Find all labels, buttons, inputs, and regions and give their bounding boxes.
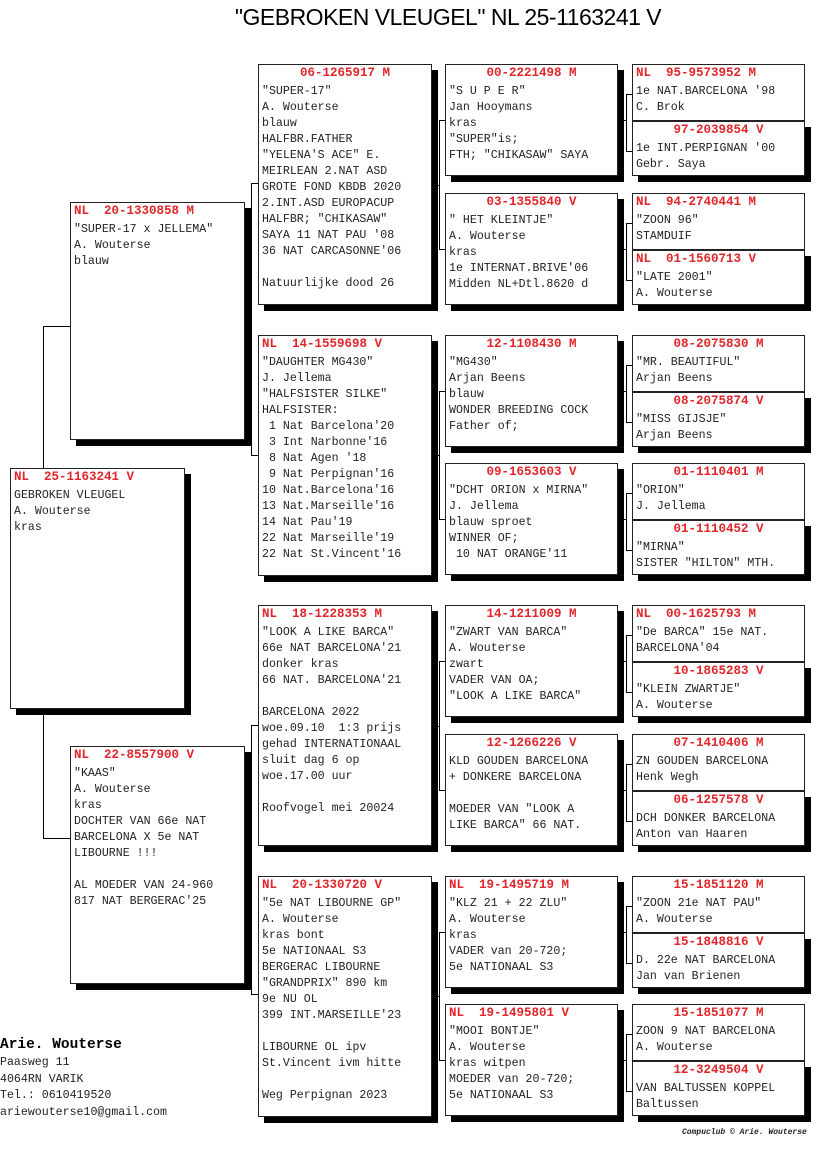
detail-line: "5e NAT LIBOURNE GP": [262, 897, 402, 910]
pigeon-details: [633, 1021, 804, 1056]
gg-grandparent-card: [632, 933, 805, 988]
detail-line: 66e NAT BARCELONA'21: [262, 642, 402, 655]
great-grandparent-card: [445, 193, 618, 305]
great-grandparent-card: [445, 876, 618, 988]
ring-number: 14-1211009 M: [486, 607, 577, 621]
detail-line: 1e INT.PERPIGNAN '00: [636, 142, 776, 155]
ring-number: 06-1265917 M: [299, 66, 390, 80]
pigeon-details: [633, 950, 804, 985]
detail-line: [262, 1072, 431, 1088]
detail-line: DOCHTER VAN 66e NAT: [74, 815, 207, 828]
detail-line: ZOON 9 NAT BARCELONA: [636, 1025, 776, 1038]
detail-line: 2.INT.ASD EUROPACUP: [262, 197, 395, 210]
detail-line: J. Jellema: [449, 500, 519, 513]
pigeon-details: [446, 893, 617, 976]
pigeon-details: [11, 485, 184, 536]
detail-line: kras: [14, 521, 42, 534]
ring-number: 12-1266226 V: [486, 736, 577, 750]
detail-line: kras bont: [262, 929, 325, 942]
detail-line: C. Brok: [636, 101, 685, 114]
detail-line: blauw: [262, 117, 297, 130]
grandparent-card: [258, 335, 432, 576]
ring-number: 09-1653603 V: [486, 465, 577, 479]
detail-line: kras: [74, 799, 102, 812]
detail-line: BARCELONA X 5e NAT: [74, 831, 200, 844]
father-card: [70, 202, 245, 440]
detail-line: VAN BALTUSSEN KOPPEL: [636, 1082, 776, 1095]
breeder-email: ariewouterse10@gmail.com: [0, 1105, 167, 1119]
detail-line: zwart: [449, 658, 484, 671]
detail-line: kras: [449, 929, 477, 942]
detail-line: KLD GOUDEN BARCELONA: [449, 755, 589, 768]
detail-line: 9 Nat Perpignan'16: [262, 468, 395, 481]
connector-line: [626, 1034, 627, 1091]
detail-line: A. Wouterse: [449, 230, 526, 243]
detail-line: 5e NATIONAAL S3: [449, 1089, 554, 1102]
detail-line: "ORION": [636, 484, 685, 497]
detail-line: 9e NU OL: [262, 993, 318, 1006]
ring-number: 15-1848816 V: [673, 935, 764, 949]
detail-line: 817 NAT BERGERAC'25: [74, 895, 207, 908]
pigeon-details: [633, 352, 804, 387]
ring-number: 10-1865283 V: [673, 664, 764, 678]
pigeon-details: [446, 81, 617, 164]
ring-number: 01-1110401 M: [673, 465, 764, 479]
pigeon-details: [633, 81, 804, 116]
detail-line: A. Wouterse: [262, 101, 339, 114]
pigeon-details: [446, 352, 617, 435]
breeder-phone: Tel.: 0610419520: [0, 1089, 112, 1102]
great-grandparent-card: [445, 1004, 618, 1116]
detail-line: STAMDUIF: [636, 230, 692, 243]
detail-line: A. Wouterse: [636, 913, 713, 926]
connector-line: [619, 519, 627, 520]
detail-line: 1e INTERNAT.BRIVE'06: [449, 262, 589, 275]
pigeon-details: [446, 210, 617, 293]
detail-line: 36 NAT CARCASONNE'06: [262, 245, 402, 258]
detail-line: kras witpen: [449, 1057, 526, 1070]
detail-line: "KLEIN ZWARTJE": [636, 683, 741, 696]
connector-line: [619, 120, 627, 121]
detail-line: "LOOK A LIKE BARCA": [262, 626, 395, 639]
detail-line: MOEDER van 20-720;: [449, 1073, 575, 1086]
detail-line: "LOOK A LIKE BARCA": [449, 690, 582, 703]
gg-grandparent-card: [632, 734, 805, 791]
connector-line: [43, 326, 44, 469]
detail-line: Henk Wegh: [636, 771, 699, 784]
detail-line: sluit dag 6 op: [262, 754, 360, 767]
ring-number: 08-2075874 V: [673, 394, 764, 408]
detail-line: "KAAS": [74, 767, 116, 780]
gg-grandparent-card: [632, 250, 805, 305]
detail-line: "HALFSISTER SILKE": [262, 388, 388, 401]
gg-grandparent-card: [632, 791, 805, 846]
ring-number: 97-2039854 V: [673, 123, 764, 137]
detail-line: J. Jellema: [262, 372, 332, 385]
gg-grandparent-card: [632, 520, 805, 575]
detail-line: Jan Hooymans: [449, 101, 533, 114]
connector-line: [619, 391, 627, 392]
footer-credit: Compuclub © Arie. Wouterse: [682, 1128, 807, 1137]
detail-line: blauw sproet: [449, 516, 533, 529]
pigeon-details: [259, 622, 431, 817]
detail-line: 5e NATIONAAL S3: [262, 945, 367, 958]
detail-line: J. Jellema: [636, 500, 706, 513]
detail-line: woe.09.10 1:3 prijs: [262, 722, 402, 735]
detail-line: A. Wouterse: [74, 239, 151, 252]
detail-line: donker kras: [262, 658, 339, 671]
gg-grandparent-card: [632, 463, 805, 520]
detail-line: kras: [449, 117, 477, 130]
pigeon-details: [259, 352, 431, 563]
ring-number: 12-3249504 V: [673, 1063, 764, 1077]
detail-line: 66 NAT. BARCELONA'21: [262, 674, 402, 687]
detail-line: "SUPER-17": [262, 85, 332, 98]
pigeon-details: [71, 219, 244, 270]
pigeon-details: [71, 763, 244, 910]
ring-number: 15-1851077 M: [673, 1006, 764, 1020]
detail-line: "SUPER"is;: [449, 133, 519, 146]
detail-line: "MIRNA": [636, 541, 685, 554]
detail-line: GEBROKEN VLEUGEL: [14, 489, 126, 502]
detail-line: 5e NATIONAAL S3: [449, 961, 554, 974]
detail-line: Natuurlijke dood 26: [262, 277, 395, 290]
connector-line: [626, 365, 627, 422]
ring-number: NL 94-2740441 M: [636, 195, 757, 209]
detail-line: [74, 862, 244, 878]
mother-card: [70, 746, 245, 984]
connector-line: [626, 635, 627, 692]
ring-number: 15-1851120 M: [673, 878, 764, 892]
ring-number: NL 18-1228353 M: [262, 607, 383, 621]
ring-number: NL 95-9573952 M: [636, 66, 757, 80]
detail-line: kras: [449, 246, 477, 259]
great-grandparent-card: [445, 335, 618, 447]
ring-number: NL 20-1330720 V: [262, 878, 383, 892]
pedigree-title: "GEBROKEN VLEUGEL" NL 25-1163241 V: [234, 4, 662, 30]
detail-line: gehad INTERNATIONAAL: [262, 738, 402, 751]
ring-number: NL 19-1495801 V: [449, 1006, 570, 1020]
detail-line: "YELENA'S ACE" E.: [262, 149, 381, 162]
detail-line: A. Wouterse: [449, 642, 526, 655]
pigeon-details: [633, 210, 804, 245]
detail-line: BERGERAC LIBOURNE: [262, 961, 381, 974]
detail-line: "LATE 2001": [636, 271, 713, 284]
grandparent-card: [258, 876, 432, 1117]
ring-number: 08-2075830 M: [673, 337, 764, 351]
gg-grandparent-card: [632, 64, 805, 121]
detail-line: Midden NL+Dtl.8620 d: [449, 278, 589, 291]
detail-line: "De BARCA" 15e NAT.: [636, 626, 769, 639]
detail-line: " HET KLEINTJE": [449, 214, 554, 227]
detail-line: blauw: [74, 255, 109, 268]
ring-number: 12-1108430 M: [486, 337, 577, 351]
detail-line: Arjan Beens: [449, 372, 526, 385]
detail-line: 13 Nat.Marseille'16: [262, 500, 395, 513]
connector-line: [626, 94, 627, 151]
detail-line: Arjan Beens: [636, 429, 713, 442]
detail-line: "SUPER-17 x JELLEMA": [74, 223, 214, 236]
ring-number: NL 14-1559698 V: [262, 337, 383, 351]
connector-line: [43, 709, 44, 839]
connector-line: [619, 249, 627, 250]
great-grandparent-card: [445, 64, 618, 176]
ring-number: 01-1110452 V: [673, 522, 764, 536]
connector-line: [43, 326, 71, 327]
detail-line: LIBOURNE OL ipv: [262, 1041, 367, 1054]
pigeon-details: [633, 751, 804, 786]
connector-line: [433, 185, 440, 186]
grandparent-card: [258, 64, 432, 305]
ring-number: NL 25-1163241 V: [14, 470, 135, 484]
great-grandparent-card: [445, 463, 618, 575]
breeder-info: [0, 1035, 167, 1121]
detail-line: "S U P E R": [449, 85, 526, 98]
pigeon-details: [633, 537, 804, 572]
detail-line: HALFBR; "CHIKASAW": [262, 213, 388, 226]
detail-line: A. Wouterse: [449, 913, 526, 926]
connector-line: [245, 320, 252, 321]
pigeon-details: [259, 81, 431, 292]
detail-line: A. Wouterse: [14, 505, 91, 518]
detail-line: "MOOI BONTJE": [449, 1025, 540, 1038]
ring-number: NL 00-1625793 M: [636, 607, 757, 621]
ring-number: 03-1355840 V: [486, 195, 577, 209]
detail-line: Arjan Beens: [636, 372, 713, 385]
connector-line: [43, 838, 71, 839]
pigeon-details: [633, 267, 804, 302]
ring-number: 07-1410406 M: [673, 736, 764, 750]
detail-line: BARCELONA 2022: [262, 706, 360, 719]
connector-line: [626, 223, 627, 280]
pigeon-details: [446, 480, 617, 563]
detail-line: [262, 785, 431, 801]
connector-line: [245, 860, 252, 861]
pigeon-details: [633, 808, 804, 843]
breeder-name: Arie. Wouterse: [0, 1037, 122, 1053]
gg-grandparent-card: [632, 662, 805, 717]
connector-line: [626, 906, 627, 963]
detail-line: 22 Nat St.Vincent'16: [262, 548, 402, 561]
detail-line: blauw: [449, 388, 484, 401]
pigeon-details: [446, 1021, 617, 1104]
detail-line: [449, 786, 617, 802]
connector-line: [433, 455, 440, 456]
ring-number: NL 01-1560713 V: [636, 252, 757, 266]
detail-line: ZN GOUDEN BARCELONA: [636, 755, 769, 768]
detail-line: "MISS GIJSJE": [636, 413, 727, 426]
pigeon-details: [259, 893, 431, 1104]
detail-line: "MR. BEAUTIFUL": [636, 356, 741, 369]
detail-line: 14 Nat Pau'19: [262, 516, 353, 529]
detail-line: WONDER BREEDING COCK: [449, 404, 589, 417]
ring-number: 00-2221498 M: [486, 66, 577, 80]
detail-line: GROTE FOND KBDB 2020: [262, 181, 402, 194]
detail-line: A. Wouterse: [636, 699, 713, 712]
detail-line: 399 INT.MARSEILLE'23: [262, 1009, 402, 1022]
detail-line: AL MOEDER VAN 24-960: [74, 879, 214, 892]
detail-line: WINNER OF;: [449, 532, 519, 545]
detail-line: HALFSISTER:: [262, 404, 339, 417]
detail-line: A. Wouterse: [636, 287, 713, 300]
detail-line: [262, 260, 431, 276]
connector-line: [619, 790, 627, 791]
connector-line: [626, 493, 627, 550]
detail-line: A. Wouterse: [449, 1041, 526, 1054]
detail-line: 3 Int Narbonne'16: [262, 436, 388, 449]
detail-line: A. Wouterse: [636, 1041, 713, 1054]
detail-line: FTH; "CHIKASAW" SAYA: [449, 149, 589, 162]
detail-line: Baltussen: [636, 1098, 699, 1111]
gg-grandparent-card: [632, 193, 805, 250]
detail-line: 22 Nat Marseille'19: [262, 532, 395, 545]
gg-grandparent-card: [632, 1004, 805, 1061]
connector-line: [433, 996, 440, 997]
pigeon-details: [633, 679, 804, 714]
gg-grandparent-card: [632, 335, 805, 392]
detail-line: Anton van Haaren: [636, 828, 748, 841]
detail-line: BARCELONA'04: [636, 642, 720, 655]
pigeon-details: [633, 893, 804, 928]
detail-line: [262, 1024, 431, 1040]
pigeon-details: [633, 409, 804, 444]
detail-line: HALFBR.FATHER: [262, 133, 353, 146]
detail-line: SAYA 11 NAT PAU '08: [262, 229, 395, 242]
detail-line: + DONKERE BARCELONA: [449, 771, 582, 784]
detail-line: SISTER "HILTON" MTH.: [636, 557, 776, 570]
detail-line: A. Wouterse: [262, 913, 339, 926]
gg-grandparent-card: [632, 392, 805, 447]
detail-line: MEIRLEAN 2.NAT ASD: [262, 165, 388, 178]
breeder-city: 4064RN VARIK: [0, 1072, 84, 1086]
detail-line: "KLZ 21 + 22 ZLU": [449, 897, 568, 910]
detail-line: Father of;: [449, 420, 519, 433]
detail-line: "ZOON 96": [636, 214, 699, 227]
detail-line: 1 Nat Barcelona'20: [262, 420, 395, 433]
connector-line: [626, 764, 627, 821]
detail-line: "ZOON 21e NAT PAU": [636, 897, 762, 910]
detail-line: 10 NAT ORANGE'11: [449, 548, 568, 561]
detail-line: D. 22e NAT BARCELONA: [636, 954, 776, 967]
detail-line: 10 Nat.Barcelona'16: [262, 484, 395, 497]
gg-grandparent-card: [632, 876, 805, 933]
detail-line: "MG430": [449, 356, 498, 369]
pigeon-details: [633, 1078, 804, 1113]
gg-grandparent-card: [632, 121, 805, 176]
detail-line: St.Vincent ivm hitte: [262, 1057, 402, 1070]
detail-line: Weg Perpignan 2023: [262, 1089, 388, 1102]
connector-line: [433, 726, 440, 727]
connector-line: [619, 1060, 627, 1061]
detail-line: LIKE BARCA" 66 NAT.: [449, 819, 582, 832]
detail-line: "GRANDPRIX" 890 km: [262, 977, 388, 990]
ring-number: 06-1257578 V: [673, 793, 764, 807]
ring-number: NL 19-1495719 M: [449, 878, 570, 892]
subject-card: [10, 468, 185, 709]
great-grandparent-card: [445, 734, 618, 846]
grandparent-card: [258, 605, 432, 846]
pigeon-details: [633, 138, 804, 173]
detail-line: Gebr. Saya: [636, 158, 706, 171]
ring-number: NL 22-8557900 V: [74, 748, 195, 762]
detail-line: 8 Nat Agen '18: [262, 452, 367, 465]
detail-line: VADER van 20-720;: [449, 945, 568, 958]
detail-line: "DCHT ORION x MIRNA": [449, 484, 589, 497]
detail-line: Roofvogel mei 20024: [262, 802, 395, 815]
connector-line: [619, 932, 627, 933]
gg-grandparent-card: [632, 605, 805, 662]
connector-line: [619, 661, 627, 662]
detail-line: woe.17.00 uur: [262, 770, 353, 783]
detail-line: LIBOURNE !!!: [74, 847, 158, 860]
pigeon-details: [633, 622, 804, 657]
detail-line: DCH DONKER BARCELONA: [636, 812, 776, 825]
detail-line: MOEDER VAN "LOOK A: [449, 803, 575, 816]
gg-grandparent-card: [632, 1061, 805, 1116]
detail-line: "DAUGHTER MG430": [262, 356, 374, 369]
pigeon-details: [446, 751, 617, 834]
detail-line: Jan van Brienen: [636, 970, 741, 983]
detail-line: "ZWART VAN BARCA": [449, 626, 568, 639]
detail-line: 1e NAT.BARCELONA '98: [636, 85, 776, 98]
detail-line: [262, 689, 431, 705]
ring-number: NL 20-1330858 M: [74, 204, 195, 218]
pigeon-details: [446, 622, 617, 705]
pigeon-details: [633, 480, 804, 515]
great-grandparent-card: [445, 605, 618, 717]
detail-line: A. Wouterse: [74, 783, 151, 796]
breeder-address: Paasweg 11: [0, 1056, 70, 1069]
detail-line: VADER VAN OA;: [449, 674, 540, 687]
